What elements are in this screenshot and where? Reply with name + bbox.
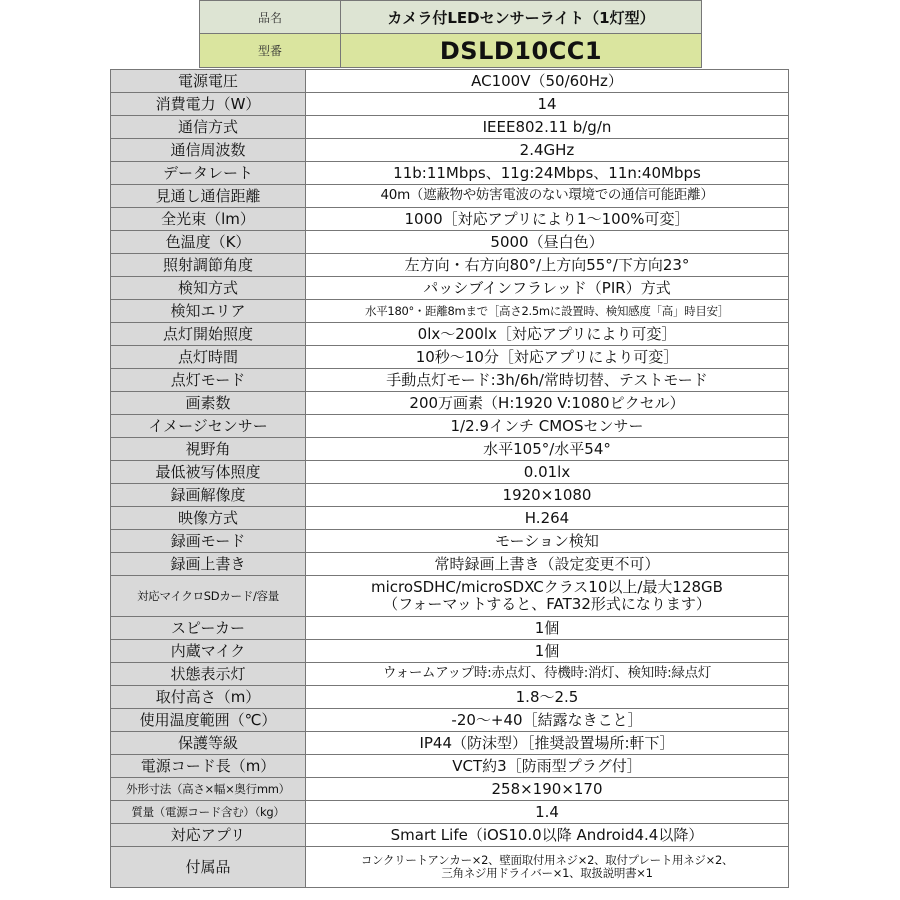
spec-value: H.264 (306, 507, 789, 530)
spec-value: -20〜+40［結露なきこと］ (306, 709, 789, 732)
spec-value: 1920×1080 (306, 484, 789, 507)
spec-row (111, 824, 789, 847)
spec-row (111, 640, 789, 663)
spec-row (111, 847, 789, 888)
spec-value: 1.4 (306, 801, 789, 824)
spec-value: 1000［対応アプリにより1〜100%可変］ (306, 208, 789, 231)
spec-value: 10秒〜10分［対応アプリにより可変］ (306, 346, 789, 369)
spec-value: VCT約3［防雨型プラグ付］ (306, 755, 789, 778)
spec-value: 2.4GHz (306, 139, 789, 162)
spec-label: 点灯開始照度 (111, 323, 306, 346)
spec-value-line: 三角ネジ用ドライバー×1、取扱説明書×1 (441, 866, 653, 880)
spec-label: 外形寸法（高さ×幅×奥行mm） (111, 778, 306, 801)
spec-value: パッシブインフラレッド（PIR）方式 (306, 277, 789, 300)
spec-label: 見通し通信距離 (111, 185, 306, 208)
spec-row (111, 732, 789, 755)
spec-row (111, 617, 789, 640)
spec-row (111, 576, 789, 617)
spec-label: 消費電力（W） (111, 93, 306, 116)
spec-row (111, 70, 789, 93)
spec-label: 画素数 (111, 392, 306, 415)
product-name-row (200, 1, 702, 34)
product-name-label: 品名 (200, 1, 341, 34)
spec-label: 色温度（K） (111, 231, 306, 254)
spec-row (111, 778, 789, 801)
model-number-label: 型番 (200, 34, 341, 68)
product-name-value: カメラ付LEDセンサーライト（1灯型） (341, 1, 702, 34)
spec-value: 258×190×170 (306, 778, 789, 801)
spec-row (111, 392, 789, 415)
spec-row (111, 438, 789, 461)
spec-value-line: （フォーマットすると、FAT32形式になります） (383, 595, 711, 613)
spec-label: 映像方式 (111, 507, 306, 530)
spec-label: 内蔵マイク (111, 640, 306, 663)
spec-label: 電源電圧 (111, 70, 306, 93)
spec-row (111, 323, 789, 346)
spec-row (111, 663, 789, 686)
spec-row (111, 415, 789, 438)
spec-row (111, 93, 789, 116)
spec-label: 全光束（lm） (111, 208, 306, 231)
spec-label: 照射調節角度 (111, 254, 306, 277)
spec-value: モーション検知 (306, 530, 789, 553)
spec-row (111, 709, 789, 732)
spec-value: 40m（遮蔽物や妨害電波のない環境での通信可能距離） (306, 185, 789, 208)
spec-label: 付属品 (111, 847, 306, 888)
product-header-table (199, 0, 702, 68)
spec-label: 録画上書き (111, 553, 306, 576)
spec-row (111, 116, 789, 139)
spec-value: 11b:11Mbps、11g:24Mbps、11n:40Mbps (306, 162, 789, 185)
spec-label: 録画解像度 (111, 484, 306, 507)
spec-row (111, 231, 789, 254)
spec-label: データレート (111, 162, 306, 185)
spec-label: スピーカー (111, 617, 306, 640)
spec-label: 保護等級 (111, 732, 306, 755)
spec-value: 14 (306, 93, 789, 116)
spec-value (306, 847, 789, 888)
spec-row (111, 484, 789, 507)
spec-value: IEEE802.11 b/g/n (306, 116, 789, 139)
spec-label: 対応マイクロSDカード/容量 (111, 576, 306, 617)
spec-value: 0.01lx (306, 461, 789, 484)
spec-value: 1個 (306, 640, 789, 663)
spec-value: 水平105°/水平54° (306, 438, 789, 461)
spec-row (111, 162, 789, 185)
spec-value: 1個 (306, 617, 789, 640)
spec-value: 常時録画上書き（設定変更不可） (306, 553, 789, 576)
spec-row (111, 139, 789, 162)
spec-value-line: コンクリートアンカー×2、壁面取付用ネジ×2、取付プレート用ネジ×2、 (360, 853, 734, 868)
spec-value: 1.8〜2.5 (306, 686, 789, 709)
spec-label: イメージセンサー (111, 415, 306, 438)
spec-row (111, 185, 789, 208)
spec-value: AC100V（50/60Hz） (306, 70, 789, 93)
spec-row (111, 277, 789, 300)
spec-value: 手動点灯モード:3h/6h/常時切替、テストモード (306, 369, 789, 392)
spec-row (111, 686, 789, 709)
spec-row (111, 208, 789, 231)
spec-label: 検知エリア (111, 300, 306, 323)
spec-value: 5000（昼白色） (306, 231, 789, 254)
spec-label: 録画モード (111, 530, 306, 553)
spec-value: ウォームアップ時:赤点灯、待機時:消灯、検知時:緑点灯 (306, 663, 789, 686)
spec-table (110, 69, 789, 888)
spec-row (111, 254, 789, 277)
spec-value (306, 576, 789, 617)
spec-value: Smart Life（iOS10.0以降 Android4.4以降） (306, 824, 789, 847)
spec-label: 視野角 (111, 438, 306, 461)
spec-row (111, 507, 789, 530)
spec-row (111, 369, 789, 392)
spec-label: 使用温度範囲（℃） (111, 709, 306, 732)
spec-value-line: microSDHC/microSDXCクラス10以上/最大128GB (371, 578, 723, 597)
model-number-row (200, 34, 702, 68)
spec-label: 通信方式 (111, 116, 306, 139)
spec-label: 検知方式 (111, 277, 306, 300)
spec-label: 取付高さ（m） (111, 686, 306, 709)
spec-row (111, 801, 789, 824)
spec-value: IP44（防沫型）［推奨設置場所:軒下］ (306, 732, 789, 755)
spec-label: 点灯モード (111, 369, 306, 392)
spec-value: 水平180°・距離8mまで［高さ2.5mに設置時、検知感度「高」時目安］ (306, 300, 789, 323)
spec-row (111, 530, 789, 553)
spec-value: 左方向・右方向80°/上方向55°/下方向23° (306, 254, 789, 277)
spec-row (111, 553, 789, 576)
spec-label: 電源コード長（m） (111, 755, 306, 778)
spec-row (111, 755, 789, 778)
spec-label: 最低被写体照度 (111, 461, 306, 484)
spec-value: 200万画素（H:1920 V:1080ピクセル） (306, 392, 789, 415)
spec-label: 通信周波数 (111, 139, 306, 162)
spec-row (111, 346, 789, 369)
spec-label: 点灯時間 (111, 346, 306, 369)
spec-label: 状態表示灯 (111, 663, 306, 686)
spec-label: 対応アプリ (111, 824, 306, 847)
spec-value: 0lx〜200lx［対応アプリにより可変］ (306, 323, 789, 346)
spec-row (111, 461, 789, 484)
spec-label: 質量（電源コード含む）（kg） (111, 801, 306, 824)
model-number-value: DSLD10CC1 (341, 34, 702, 68)
spec-value: 1/2.9インチ CMOSセンサー (306, 415, 789, 438)
spec-row (111, 300, 789, 323)
